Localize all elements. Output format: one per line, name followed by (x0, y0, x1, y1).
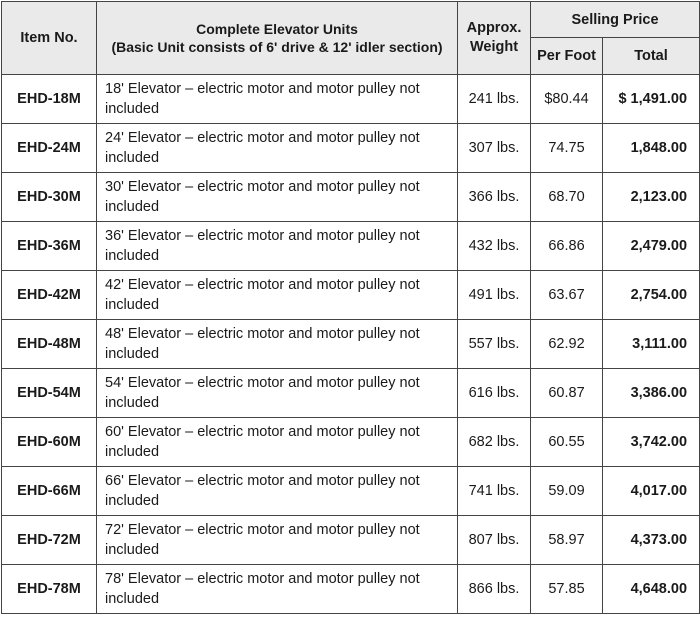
table-row (2, 124, 700, 173)
description-cell: 60' Elevator – electric motor and motor pulley not included (97, 418, 458, 467)
weight-header-line2: Weight (469, 39, 519, 55)
item-no-cell: EHD-72M (2, 516, 97, 565)
item-no-cell: EHD-18M (2, 75, 97, 124)
description-cell: 78' Elevator – electric motor and motor pulley not included (97, 565, 458, 614)
description-cell: 66' Elevator – electric motor and motor pulley not included (97, 467, 458, 516)
item-no-cell: EHD-66M (2, 467, 97, 516)
description-header (97, 2, 458, 75)
description-cell: 48' Elevator – electric motor and motor pulley not included (97, 320, 458, 369)
total-cell: 4,648.00 (603, 565, 700, 614)
total-cell: 1,848.00 (603, 124, 700, 173)
per-foot-cell: 74.75 (531, 124, 603, 173)
weight-cell: 866 lbs. (458, 565, 531, 614)
item-no-cell: EHD-42M (2, 271, 97, 320)
table-row (2, 320, 700, 369)
table-row (2, 222, 700, 271)
per-foot-cell: 59.09 (531, 467, 603, 516)
description-cell: 24' Elevator – electric motor and motor pulley not included (97, 124, 458, 173)
total-cell: $ 1,491.00 (603, 75, 700, 124)
weight-cell: 432 lbs. (458, 222, 531, 271)
weight-header-line1: Approx. (466, 20, 522, 36)
per-foot-cell: 57.85 (531, 565, 603, 614)
weight-cell: 807 lbs. (458, 516, 531, 565)
item-no-cell: EHD-60M (2, 418, 97, 467)
total-cell: 4,017.00 (603, 467, 700, 516)
item-no-cell: EHD-48M (2, 320, 97, 369)
item-no-cell: EHD-36M (2, 222, 97, 271)
description-cell: 72' Elevator – electric motor and motor pulley not included (97, 516, 458, 565)
description-cell: 30' Elevator – electric motor and motor pulley not included (97, 173, 458, 222)
weight-cell: 491 lbs. (458, 271, 531, 320)
total-cell: 2,479.00 (603, 222, 700, 271)
item-no-cell: EHD-54M (2, 369, 97, 418)
weight-cell: 616 lbs. (458, 369, 531, 418)
total-cell: 3,111.00 (603, 320, 700, 369)
per-foot-cell: 63.67 (531, 271, 603, 320)
weight-cell: 682 lbs. (458, 418, 531, 467)
per-foot-header: Per Foot (531, 38, 603, 75)
description-cell: 18' Elevator – electric motor and motor pulley not included (97, 75, 458, 124)
description-cell: 42' Elevator – electric motor and motor pulley not included (97, 271, 458, 320)
table-row (2, 369, 700, 418)
table-row (2, 418, 700, 467)
description-header-title: Complete Elevator Units (196, 21, 358, 37)
total-cell: 3,742.00 (603, 418, 700, 467)
weight-cell: 366 lbs. (458, 173, 531, 222)
per-foot-cell: 58.97 (531, 516, 603, 565)
item-no-cell: EHD-24M (2, 124, 97, 173)
table-row (2, 173, 700, 222)
weight-header (458, 2, 531, 75)
total-cell: 4,373.00 (603, 516, 700, 565)
selling-price-header: Selling Price (531, 2, 700, 38)
description-cell: 54' Elevator – electric motor and motor pulley not included (97, 369, 458, 418)
table-row (2, 565, 700, 614)
table-row (2, 467, 700, 516)
per-foot-cell: 62.92 (531, 320, 603, 369)
table-header (2, 2, 700, 75)
total-header: Total (603, 38, 700, 75)
table-row (2, 516, 700, 565)
table-body (2, 75, 700, 614)
table-row (2, 75, 700, 124)
per-foot-cell: 60.87 (531, 369, 603, 418)
weight-cell: 307 lbs. (458, 124, 531, 173)
item-no-cell: EHD-30M (2, 173, 97, 222)
per-foot-cell: 68.70 (531, 173, 603, 222)
per-foot-cell: 60.55 (531, 418, 603, 467)
per-foot-cell: $80.44 (531, 75, 603, 124)
total-cell: 2,123.00 (603, 173, 700, 222)
item-no-cell: EHD-78M (2, 565, 97, 614)
weight-cell: 241 lbs. (458, 75, 531, 124)
elevator-price-table (1, 1, 700, 614)
weight-cell: 557 lbs. (458, 320, 531, 369)
item-no-header: Item No. (2, 2, 97, 75)
description-header-subtitle: (Basic Unit consists of 6' drive & 12' idler section) (111, 39, 443, 55)
weight-cell: 741 lbs. (458, 467, 531, 516)
total-cell: 2,754.00 (603, 271, 700, 320)
per-foot-cell: 66.86 (531, 222, 603, 271)
table-row (2, 271, 700, 320)
description-cell: 36' Elevator – electric motor and motor pulley not included (97, 222, 458, 271)
total-cell: 3,386.00 (603, 369, 700, 418)
